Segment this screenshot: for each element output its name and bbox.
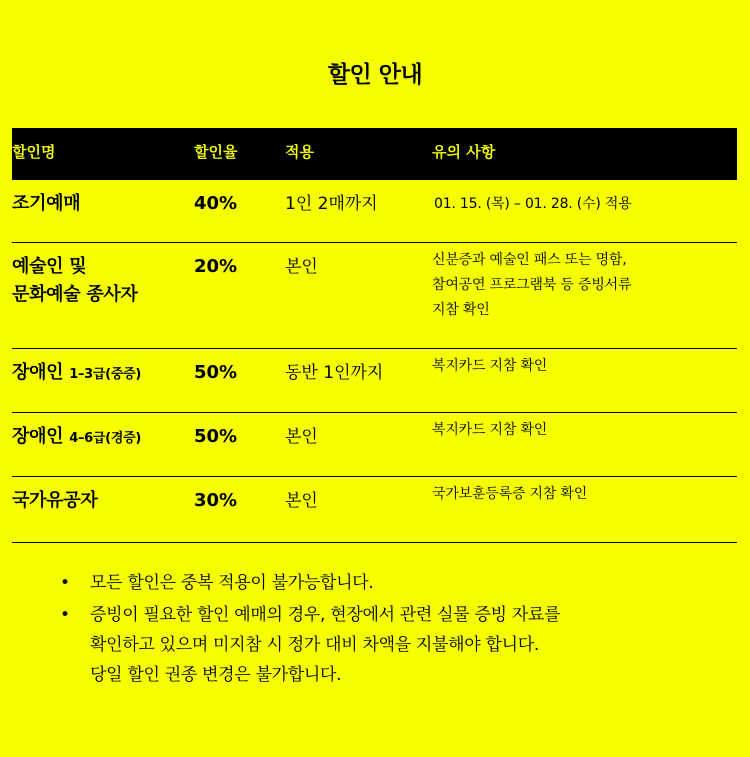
discount-grade: 1–3급(중증) <box>69 367 141 382</box>
discount-name-line: 문화예술 종사자 <box>12 284 138 305</box>
discount-name <box>12 423 141 453</box>
discount-apply: 1인 2매까지 <box>285 194 378 214</box>
table-row <box>12 477 737 543</box>
discount-note-line: 신분증과 예술인 패스 또는 명함, <box>432 252 627 268</box>
discount-name-line: 장애인 <box>12 426 64 447</box>
page-title: 할인 안내 <box>327 62 423 88</box>
list-item <box>60 568 730 598</box>
discount-note-line: 지참 확인 <box>432 302 490 318</box>
discount-name-line: 예술인 및 <box>12 256 87 277</box>
discount-grade: 4–6급(경증) <box>69 431 141 446</box>
discount-rate: 40% <box>194 193 238 214</box>
discount-note-line: 참여공연 프로그램북 등 증빙서류 <box>432 277 632 293</box>
discount-apply: 동반 1인까지 <box>285 363 384 383</box>
note-line: 확인하고 있으며 미지참 시 정가 대비 차액을 지불해야 합니다. <box>90 635 539 655</box>
header-apply: 적용 <box>285 143 314 161</box>
table-row <box>12 349 737 413</box>
list-item <box>60 600 730 690</box>
header-discount-rate: 할인율 <box>194 143 238 161</box>
bullet: • <box>60 573 70 593</box>
discount-apply: 본인 <box>285 427 318 447</box>
discount-table <box>12 128 737 543</box>
discount-name <box>12 190 80 218</box>
notes-list <box>60 568 730 692</box>
discount-rate: 20% <box>194 256 238 277</box>
discount-note <box>432 248 631 323</box>
discount-note-line: 복지카드 지참 확인 <box>432 358 548 374</box>
discount-rate: 50% <box>194 362 238 383</box>
note-line: 당일 할인 권종 변경은 불가합니다. <box>90 665 342 685</box>
discount-name <box>12 253 138 309</box>
table-row <box>12 180 737 243</box>
discount-name-line: 조기예매 <box>12 193 81 214</box>
discount-apply: 본인 <box>285 257 318 277</box>
discount-note-line: 국가보훈등록증 지참 확인 <box>432 486 588 502</box>
note-line: 모든 할인은 중복 적용이 불가능합니다. <box>90 573 374 593</box>
bullet: • <box>60 605 70 625</box>
table-row <box>12 413 737 477</box>
table-header <box>12 128 737 180</box>
discount-note-line: 01. 15. (목) – 01. 28. (수) 적용 <box>434 196 632 212</box>
discount-note <box>432 354 547 379</box>
discount-name <box>12 487 97 515</box>
discount-name-line: 장애인 <box>12 362 64 383</box>
discount-note <box>432 418 547 443</box>
discount-note-line: 복지카드 지참 확인 <box>432 422 548 438</box>
discount-name <box>12 359 141 389</box>
discount-rate: 30% <box>194 490 238 511</box>
discount-note <box>432 482 587 507</box>
discount-rate: 50% <box>194 426 238 447</box>
header-discount-name: 할인명 <box>12 143 56 161</box>
note-line: 증빙이 필요한 할인 예매의 경우, 현장에서 관련 실물 증빙 자료를 <box>90 605 561 625</box>
discount-apply: 본인 <box>285 491 318 511</box>
discount-name-line: 국가유공자 <box>12 490 98 511</box>
table-row <box>12 243 737 349</box>
header-notes: 유의 사항 <box>432 143 496 161</box>
discount-note <box>434 192 632 217</box>
